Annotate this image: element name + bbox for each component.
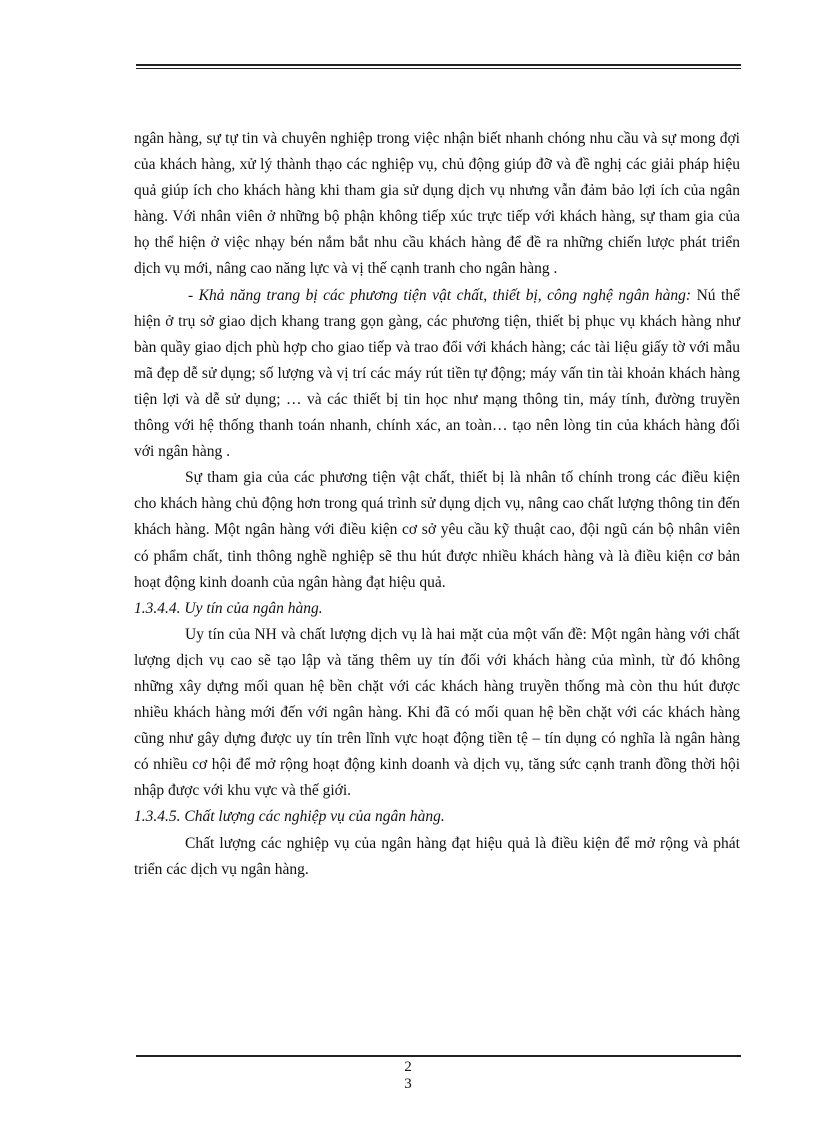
header-rule-thick [136,64,741,66]
paragraph-1: ngân hàng, sự tự tin và chuyên nghiệp trong việc nhận biết nhanh chóng nhu cầu và sự mong đợi của khách hàng, xử lý thành thạo các nghiệp vụ, chủ động giúp đỡ và đề nghị các giải pháp hiệu quả giúp ích cho khách hàng khi tham gia sử dụng dịch vụ nhưng vẫn đảm bảo lợi ích của ngân hàng. Với nhân viên ở những bộ phận không tiếp xúc trực tiếp với khách hàng, sự tham gia của họ thể hiện ở việc nhạy bén nắm bắt nhu cầu khách hàng để đề ra những chiến lược phát triển dịch vụ mới, nâng cao năng lực và vị thế cạnh tranh cho ngân hàng . [134,130,740,278]
section-heading-1-3-4-5: 1.3.4.5. Chất lượng các nghiệp vụ của ngân hàng. [134,808,445,826]
document-body [134,126,740,883]
paragraph-2 [134,283,740,466]
paragraph-2-lead: - Khả năng trang bị các phương tiện vật chất, thiết bị, công nghệ ngân hàng: [188,286,692,304]
paragraph-5: Chất lượng các nghiệp vụ của ngân hàng đạt hiệu quả là điều kiện để mở rộng và phát triển các dịch vụ ngân hàng. [134,834,740,878]
page-number-line-2: 3 [404,1076,412,1092]
paragraph-2-text: Nú thể hiện ở trụ sở giao dịch khang trang gọn gàng, các phương tiện, thiết bị phục vụ khách hàng như bàn quầy giao dịch phù hợp cho giao tiếp và trao đổi với khách hàng; các tài liệu giấy tờ với mẫu mã đẹp dễ sử dụng; số lượng và vị trí các máy rút tiền tự động; máy vấn tin tài khoản khách hàng tiện lợi và dễ sử dụng; … và các thiết bị tin học như mạng thông tin, máy tính, đường truyền thông với hệ thống thanh toán nhanh, chính xác, an toàn… tạo nên lòng tin của khách hàng đối với ngân hàng . [134,286,740,461]
paragraph-4: Uy tín của NH và chất lượng dịch vụ là hai mặt của một vấn đề: Một ngân hàng với chất lượng dịch vụ cao sẽ tạo lập và tăng thêm uy tín đối với khách hàng của mình, từ đó không những xây dựng mối quan hệ bền chặt với các khách hàng truyền thống mà còn thu hút được nhiều khách hàng mới đến với ngân hàng. Khi đã có mối quan hệ bền chặt với các khách hàng cũng như gây dựng được uy tín trên lĩnh vực hoạt động tiền tệ – tín dụng có nghĩa là ngân hàng có nhiều cơ hội để mở rộng hoạt động kinh doanh và dịch vụ, tăng sức cạnh tranh đồng thời hội nhập được với khu vực và thế giới. [134,625,740,800]
page-number-line-1: 2 [404,1059,412,1075]
paragraph-3: Sự tham gia của các phương tiện vật chất, thiết bị là nhân tố chính trong các điều kiện cho khách hàng chủ động hơn trong quá trình sử dụng dịch vụ, nâng cao chất lượng thông tin đến khách hàng. Một ngân hàng với điều kiện cơ sở yêu cầu kỹ thuật cao, đội ngũ cán bộ nhân viên có phẩm chất, tinh thông nghề nghiệp sẽ thu hút được nhiều khách hàng và là điều kiện cơ bản hoạt động kinh doanh của ngân hàng đạt hiệu quả. [134,469,740,591]
section-heading-1-3-4-4: 1.3.4.4. Uy tín của ngân hàng. [134,599,323,617]
header-rule [136,64,741,69]
footer-rule [136,1055,741,1057]
header-rule-thin [136,68,741,69]
